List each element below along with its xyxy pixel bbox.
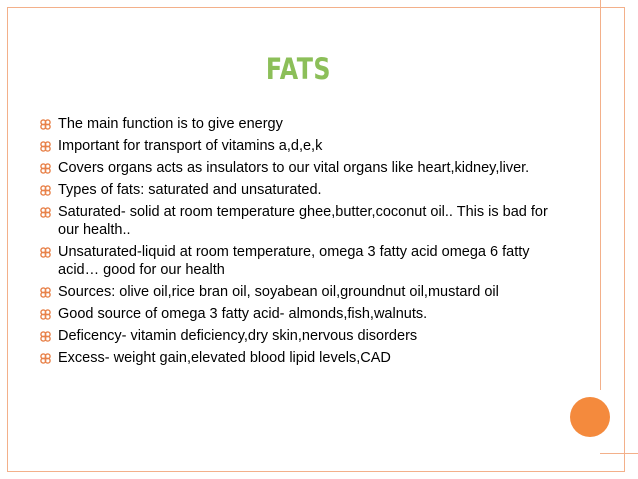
vertical-rule bbox=[600, 0, 601, 390]
bullet-text: Saturated- solid at room temperature ghee,butter,coconut oil.. This is bad for our health.. bbox=[58, 204, 548, 238]
bullet-item bbox=[40, 181, 560, 199]
slide-title: FATS bbox=[265, 52, 331, 86]
fleuron-bullet-icon bbox=[40, 331, 51, 342]
bullet-text: Important for transport of vitamins a,d,e,k bbox=[58, 138, 323, 154]
fleuron-bullet-icon bbox=[40, 353, 51, 364]
bullet-item bbox=[40, 349, 560, 367]
bullet-text: Types of fats: saturated and unsaturated. bbox=[58, 182, 322, 198]
bullet-text: Covers organs acts as insulators to our vital organs like heart,kidney,liver. bbox=[58, 160, 530, 176]
horizontal-rule bbox=[600, 453, 638, 454]
bullet-list bbox=[40, 115, 560, 371]
bullet-item bbox=[40, 327, 560, 345]
bullet-text: Sources: olive oil,rice bran oil, soyabean oil,groundnut oil,mustard oil bbox=[58, 284, 499, 300]
fleuron-bullet-icon bbox=[40, 309, 51, 320]
bullet-item bbox=[40, 159, 560, 177]
fleuron-bullet-icon bbox=[40, 287, 51, 298]
bullet-item bbox=[40, 243, 560, 279]
fleuron-bullet-icon bbox=[40, 119, 51, 130]
fleuron-bullet-icon bbox=[40, 185, 51, 196]
fleuron-bullet-icon bbox=[40, 247, 51, 258]
bullet-text: Good source of omega 3 fatty acid- almonds,fish,walnuts. bbox=[58, 306, 428, 322]
fleuron-bullet-icon bbox=[40, 163, 51, 174]
bullet-item bbox=[40, 115, 560, 133]
bullet-text: Deficency- vitamin deficiency,dry skin,nervous disorders bbox=[58, 328, 418, 344]
bullet-item bbox=[40, 305, 560, 323]
bullet-item bbox=[40, 203, 560, 239]
fleuron-bullet-icon bbox=[40, 141, 51, 152]
fleuron-bullet-icon bbox=[40, 207, 51, 218]
bullet-item bbox=[40, 283, 560, 301]
bullet-text: The main function is to give energy bbox=[58, 116, 283, 132]
bullet-text: Unsaturated-liquid at room temperature, omega 3 fatty acid omega 6 fatty acid… good for our health bbox=[58, 244, 530, 278]
bullet-text: Excess- weight gain,elevated blood lipid levels,CAD bbox=[58, 350, 391, 366]
accent-circle bbox=[570, 397, 610, 437]
bullet-item bbox=[40, 137, 560, 155]
